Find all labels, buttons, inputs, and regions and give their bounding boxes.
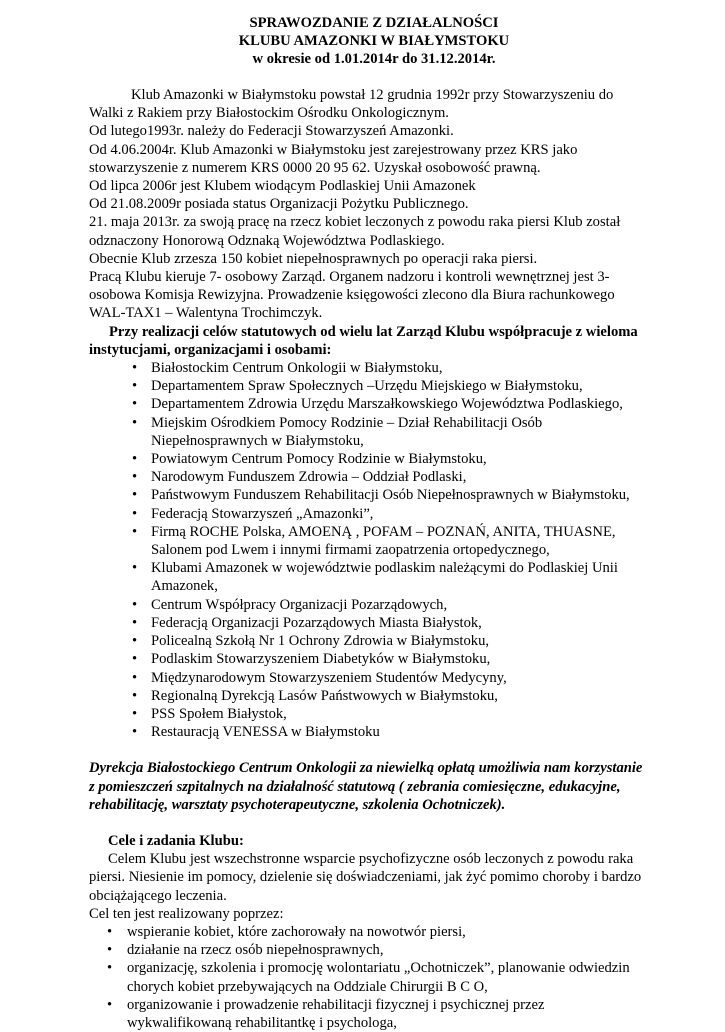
list-item: • Departamentem Spraw Społecznych –Urzędu Miejskiego w Białymstoku, bbox=[89, 377, 649, 395]
cooperation-list bbox=[89, 359, 649, 741]
intro-line-members: Obecnie Klub zrzesza 150 kobiet niepełnosprawnych po operacji raka piersi. bbox=[89, 250, 538, 267]
document-page bbox=[89, 14, 649, 1032]
title-line-2: KLUBU AMAZONKI W BIAŁYMSTOKU bbox=[238, 33, 510, 49]
list-item: • Powiatowym Centrum Pomocy Rodzinie w Białymstoku, bbox=[89, 450, 649, 468]
list-item: • Państwowym Funduszem Rehabilitacji Osób Niepełnosprawnych w Białymstoku, bbox=[89, 486, 649, 504]
list-item: • wspieranie kobiet, które zachorowały na nowotwór piersi, bbox=[89, 923, 649, 941]
document-title bbox=[89, 14, 649, 68]
intro-line-board: Pracą Klubu kieruje 7- osobowy Zarząd. Organem nadzoru i kontroli wewnętrznej jest 3-osobowa Komisja Rewizyjna. Prowadzenie księgowości zlecono dla Biura rachunkowego WAL-TAX1 – Walentyna Trochimczyk. bbox=[89, 269, 615, 322]
list-item: • Podlaskim Stowarzyszeniem Diabetyków w Białymstoku, bbox=[89, 650, 649, 668]
cooperation-heading: Przy realizacji celów statutowych od wielu lat Zarząd Klubu współpracuje z wieloma instytucjami, organizacjami i osobami: bbox=[89, 323, 638, 358]
list-item: • Regionalną Dyrekcją Lasów Państwowych w Białymstoku, bbox=[89, 687, 649, 705]
intro-line-krs: Od 4.06.2004r. Klub Amazonki w Białymstoku jest zarejestrowany przez KRS jako stowarzyszenie z numerem KRS 0000 20 95 62. Uzyskał osobowość prawną. bbox=[89, 141, 578, 176]
list-item: • Restauracją VENESSA w Białymstoku bbox=[89, 723, 649, 741]
list-item: • Firmą ROCHE Polska, AMOENĄ , POFAM – POZNAŃ, ANITA, THUASNE, Salonem pod Lwem i innymi firmami zaopatrzenia ortopedycznego, bbox=[89, 523, 649, 559]
list-item: • działanie na rzecz osób niepełnosprawnych, bbox=[89, 941, 649, 959]
title-line-1: SPRAWOZDANIE Z DZIAŁALNOŚCI bbox=[249, 15, 499, 31]
list-item: • Międzynarodowym Stowarzyszeniem Studentów Medycyny, bbox=[89, 669, 649, 687]
list-item: • organizację, szkolenia i promocję wolontariatu „Ochotniczek”, planowanie odwiedzin chorych kobiet przebywających na Oddziale Chirurgii B C O, bbox=[89, 959, 649, 995]
list-item: • Federacją Stowarzyszeń „Amazonki”, bbox=[89, 505, 649, 523]
goals-intro-line: Cel ten jest realizowany poprzez: bbox=[89, 905, 284, 922]
intro-line-award: 21. maja 2013r. za swoją pracę na rzecz kobiet leczonych z powodu raka piersi Klub został odznaczony Honorową Odznaką Województwa Podlaskiego. bbox=[89, 214, 621, 249]
goals-heading: Cele i zadania Klubu: bbox=[108, 832, 244, 849]
goals-paragraph: Celem Klubu jest wszechstronne wsparcie psychofizyczne osób leczonych z powodu raka piersi. Niesienie im pomocy, dzielenie się doświadczeniami, jak żyć pomimo choroby i bardzo obciążającego leczenia. bbox=[89, 851, 642, 904]
intro-line-opp: Od 21.08.2009r posiada status Organizacji Pożytku Publicznego. bbox=[89, 196, 469, 213]
list-item: • Klubami Amazonek w województwie podlaskim należącymi do Podlaskiej Unii Amazonek, bbox=[89, 559, 649, 595]
intro-line-membership: Od lutego1993r. należy do Federacji Stowarzyszeń Amazonki. bbox=[89, 123, 454, 140]
list-item: • Białostockim Centrum Onkologii w Białymstoku, bbox=[89, 359, 649, 377]
list-item: • PSS Społem Białystok, bbox=[89, 705, 649, 723]
intro-paragraph: Klub Amazonki w Białymstoku powstał 12 grudnia 1992r przy Stowarzyszeniu do Walki z Rakiem przy Białostockim Ośrodku Onkologicznym. bbox=[89, 87, 614, 122]
list-item: • Miejskim Ośrodkiem Pomocy Rodzinie – Dział Rehabilitacji Osób Niepełnosprawnych w Białymstoku, bbox=[89, 414, 649, 450]
directorate-note: Dyrekcja Białostockiego Centrum Onkologii za niewielką opłatą umożliwia nam korzystanie z pomieszczeń szpitalnych na działalność statutową ( zebrania comiesięczne, edukacyjne, rehabilitację, warsztaty psychoterapeutyczne, szkolenia Ochotniczek). bbox=[89, 760, 643, 813]
list-item: • Narodowym Funduszem Zdrowia – Oddział Podlaski, bbox=[89, 468, 649, 486]
list-item: • Federacją Organizacji Pozarządowych Miasta Białystok, bbox=[89, 614, 649, 632]
intro-line-union: Od lipca 2006r jest Klubem wiodącym Podlaskiej Unii Amazonek bbox=[89, 178, 476, 195]
list-item: • Departamentem Zdrowia Urzędu Marszałkowskiego Województwa Podlaskiego, bbox=[89, 395, 649, 413]
list-item: • organizowanie i prowadzenie rehabilitacji fizycznej i psychicznej przez wykwalifikowaną rehabilitantkę i psychologa, bbox=[89, 996, 649, 1032]
list-item: • Centrum Współpracy Organizacji Pozarządowych, bbox=[89, 596, 649, 614]
goals-list bbox=[89, 923, 649, 1032]
title-line-3: w okresie od 1.01.2014r do 31.12.2014r. bbox=[252, 51, 496, 67]
list-item: • Policealną Szkołą Nr 1 Ochrony Zdrowia w Białymstoku, bbox=[89, 632, 649, 650]
